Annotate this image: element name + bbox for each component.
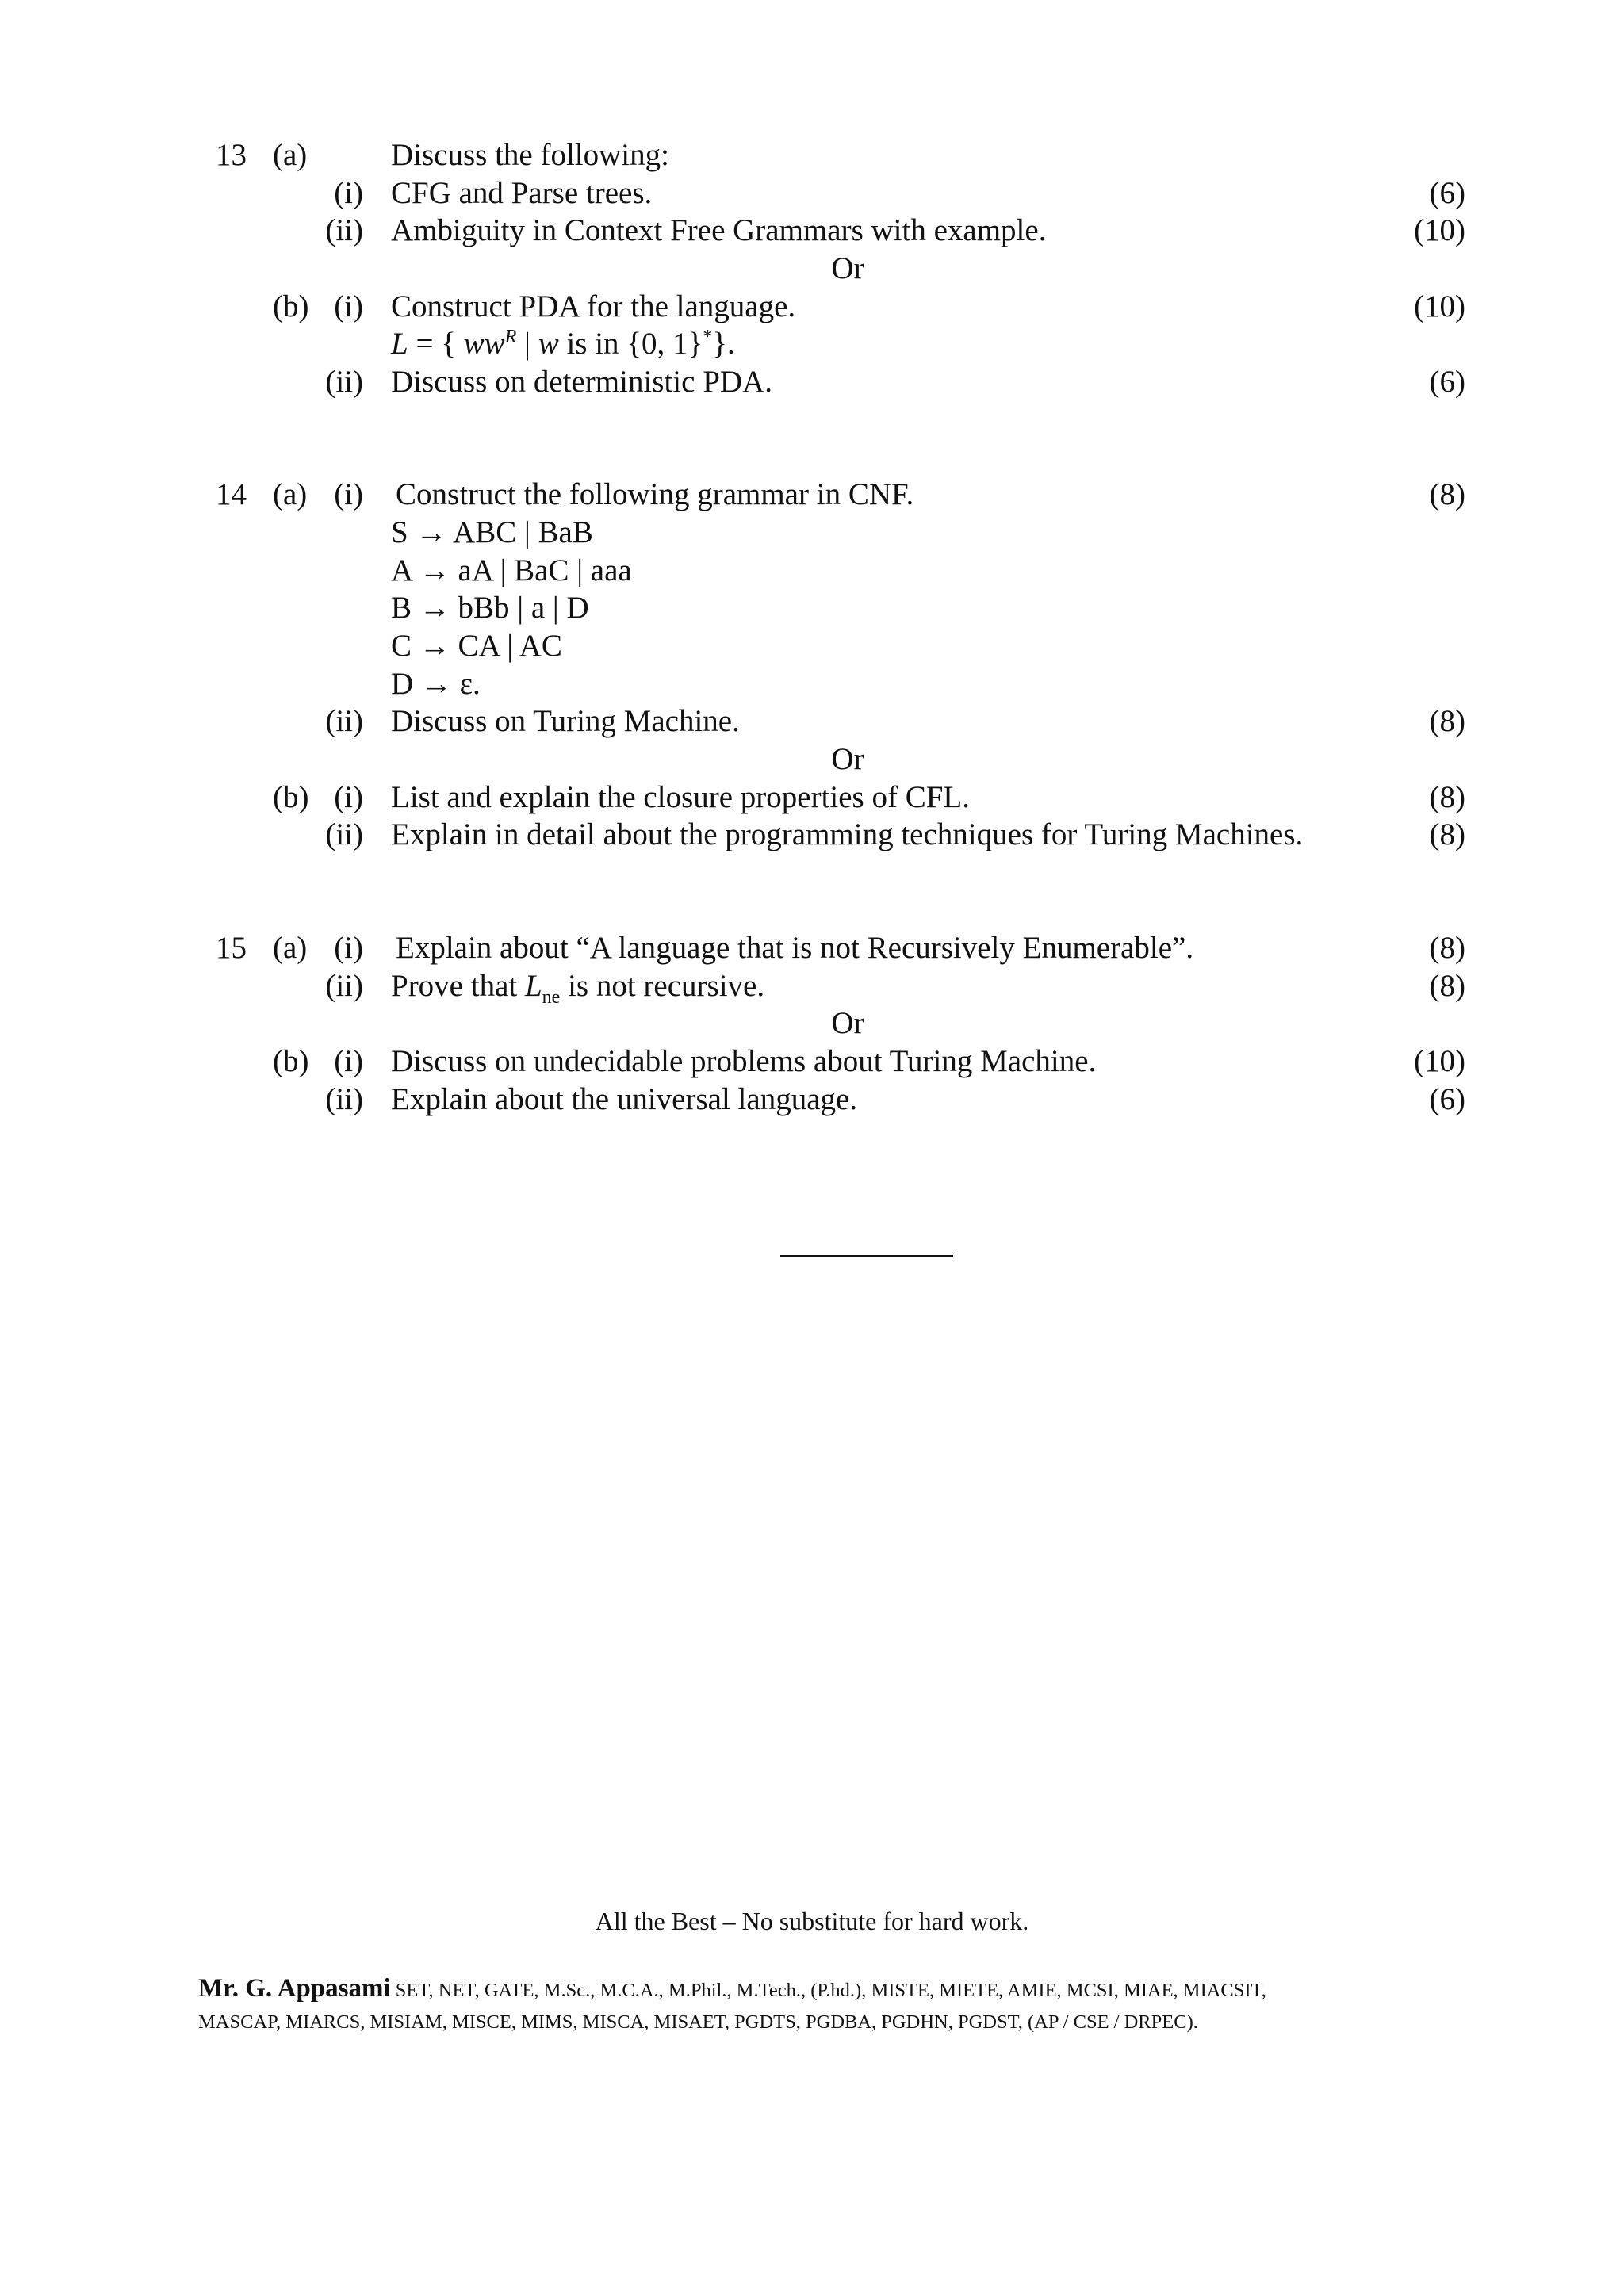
formula-part: }. (712, 327, 735, 361)
subpart-label: (ii) (325, 817, 363, 851)
marks: (10) (1414, 213, 1465, 247)
grammar-rule-text: A → aA | BaC | aaa (391, 553, 632, 587)
language-subscript: ne (542, 986, 561, 1008)
question-text: Explain about “A language that is not Recursively Enumerable”. (396, 931, 1194, 965)
part-label: (b) (273, 289, 309, 323)
marks: (8) (1429, 931, 1465, 965)
subpart-label: (ii) (325, 969, 363, 1003)
marks: (8) (1429, 817, 1465, 851)
q14-or-row (0, 740, 1624, 779)
formula-var: ww (463, 327, 505, 361)
q14-b-ii-row (0, 816, 1624, 854)
marks: (8) (1429, 704, 1465, 738)
subpart-label: (i) (334, 1044, 363, 1078)
q13-a-i-row (0, 174, 1624, 212)
question-text: CFG and Parse trees. (391, 176, 653, 210)
formula-var: L (391, 327, 408, 361)
author-credentials: SET, NET, GATE, M.Sc., M.C.A., M.Phil., M.Tech., (P.hd.), MISTE, MIETE, AMIE, MCSI, MIAE, MIACSIT, (390, 1980, 1266, 2001)
marks: (6) (1429, 1082, 1465, 1116)
q13-b-i-row (0, 288, 1624, 326)
grammar-rule (0, 627, 1624, 665)
subpart-label: (ii) (325, 1082, 363, 1116)
subpart-label: (i) (334, 477, 363, 511)
q14-a-i-row (0, 476, 1624, 514)
formula-part: = { (408, 327, 464, 361)
subpart-label: (i) (334, 780, 363, 814)
question-text: Ambiguity in Context Free Grammars with example. (391, 213, 1047, 247)
part-label: (a) (273, 931, 308, 965)
marks: (10) (1414, 289, 1465, 323)
formula-part: is in {0, 1} (558, 327, 703, 361)
q14-b-i-row (0, 779, 1624, 817)
marks: (8) (1429, 477, 1465, 511)
end-divider (780, 1255, 953, 1257)
part-label: (b) (273, 1044, 309, 1078)
subpart-label: (i) (334, 289, 363, 323)
question-text: List and explain the closure properties of CFL. (391, 780, 970, 814)
marks: (6) (1429, 176, 1465, 210)
author-line-2: MASCAP, MIARCS, MISIAM, MISCE, MIMS, MISCA, MISAET, PGDTS, PGDBA, PGDHN, PGDST, (AP / CSE / DRPEC). (198, 2011, 1198, 2033)
grammar-rule-text: B → bBb | a | D (391, 591, 589, 625)
marks: (6) (1429, 365, 1465, 399)
q15-a-ii-row (0, 967, 1624, 1008)
question-text: Explain about the universal language. (391, 1082, 858, 1116)
q13-b-formula-row (0, 325, 1624, 363)
grammar-rule-text: C → CA | AC (391, 629, 562, 663)
formula-superscript: * (703, 327, 713, 347)
marks: (10) (1414, 1044, 1465, 1078)
language-formula (391, 325, 735, 363)
question-number: 15 (216, 931, 247, 965)
or-separator: Or (831, 1006, 864, 1040)
question-text: Discuss on Turing Machine. (391, 704, 740, 738)
closing-wish: All the Best – No substitute for hard work. (595, 1907, 1029, 1935)
formula-superscript: R (504, 327, 517, 347)
subpart-label: (ii) (325, 365, 363, 399)
question-number: 14 (216, 477, 247, 511)
question-text: Discuss the following: (391, 138, 669, 172)
formula-part: | (516, 327, 538, 361)
grammar-rule (0, 665, 1624, 703)
q13-b-ii-row (0, 363, 1624, 401)
language-var: L (524, 969, 542, 1003)
grammar-rule-text: D → ε. (391, 667, 481, 701)
question-text: Discuss on deterministic PDA. (391, 365, 772, 399)
grammar-rule (0, 589, 1624, 627)
question-text: Discuss on undecidable problems about Turing Machine. (391, 1044, 1097, 1078)
author-name: Mr. G. Appasami (198, 1974, 391, 2003)
q14-a-ii-row (0, 702, 1624, 740)
text-part: Prove that (391, 969, 525, 1003)
q15-b-ii-row (0, 1081, 1624, 1119)
subpart-label: (ii) (325, 213, 363, 247)
author-line-1 (198, 1973, 1435, 2007)
subpart-label: (i) (334, 931, 363, 965)
q15-a-i-row (0, 929, 1624, 967)
subpart-label: (i) (334, 176, 363, 210)
text-part: is not recursive. (560, 969, 765, 1003)
part-label: (a) (273, 477, 308, 511)
marks: (8) (1429, 969, 1465, 1003)
grammar-rule (0, 514, 1624, 552)
question-text: Explain in detail about the programming techniques for Turing Machines. (391, 817, 1304, 851)
q15-or-row (0, 1004, 1624, 1043)
or-separator: Or (831, 251, 864, 285)
formula-var: w (538, 327, 559, 361)
q13-a-ii-row (0, 212, 1624, 250)
question-text: Construct the following grammar in CNF. (396, 477, 914, 511)
question-text: Construct PDA for the language. (391, 289, 796, 323)
q13-or-row (0, 250, 1624, 288)
part-label: (a) (273, 138, 308, 172)
q15-b-i-row (0, 1043, 1624, 1081)
question-text (391, 967, 765, 1008)
grammar-rule (0, 552, 1624, 590)
part-label: (b) (273, 780, 309, 814)
author-block (198, 1973, 1435, 2038)
or-separator: Or (831, 742, 864, 776)
grammar-rule-text: S → ABC | BaB (391, 515, 593, 549)
question-number: 13 (216, 138, 247, 172)
subpart-label: (ii) (325, 704, 363, 738)
q13-a-intro-row (0, 136, 1624, 174)
marks: (8) (1429, 780, 1465, 814)
